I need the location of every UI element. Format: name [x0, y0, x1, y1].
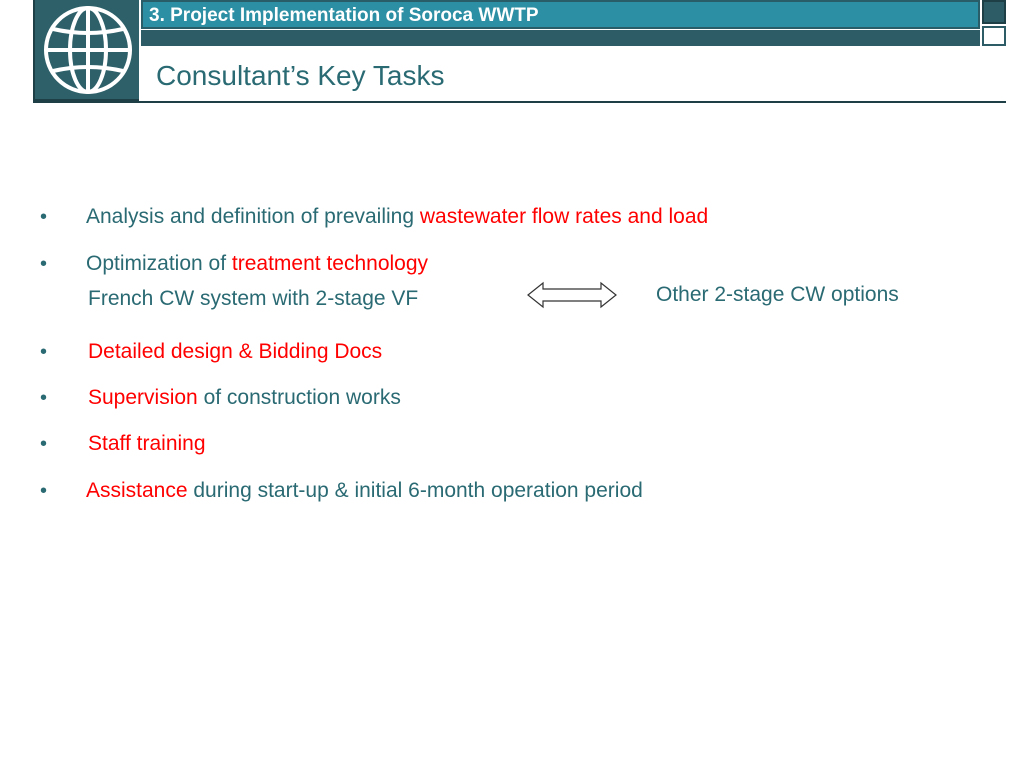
task-staff-training: Staff training — [88, 432, 206, 455]
page-title: Consultant’s Key Tasks — [156, 60, 445, 91]
bullet-marker: • — [40, 206, 48, 228]
bullet-marker: • — [40, 480, 48, 502]
bullet-marker: • — [40, 387, 48, 409]
section-title-bar — [141, 0, 980, 29]
option-french-cw: French CW system with 2-stage VF — [88, 287, 419, 310]
task-assistance: Assistance during start-up & initial 6-month operation period — [86, 479, 643, 502]
section-title: 3. Project Implementation of Soroca WWTP — [149, 5, 539, 26]
corner-strip — [982, 26, 1006, 46]
double-arrow-icon — [527, 281, 617, 309]
task-optimization: Optimization of treatment technology — [86, 252, 429, 275]
task-detailed-design: Detailed design & Bidding Docs — [88, 340, 383, 363]
bullet-marker: • — [40, 341, 48, 363]
world-bank-logo — [33, 0, 139, 101]
bullet-marker: • — [40, 253, 48, 275]
globe-icon — [39, 2, 137, 98]
task-analysis: Analysis and definition of prevailing wastewater flow rates and load — [86, 205, 709, 228]
option-other-cw: Other 2-stage CW options — [656, 283, 899, 306]
task-supervision: Supervision of construction works — [88, 386, 401, 409]
title-bar-shadow — [141, 30, 980, 46]
header-divider — [33, 101, 1006, 103]
bullet-marker: • — [40, 433, 48, 455]
corner-block — [982, 0, 1006, 24]
